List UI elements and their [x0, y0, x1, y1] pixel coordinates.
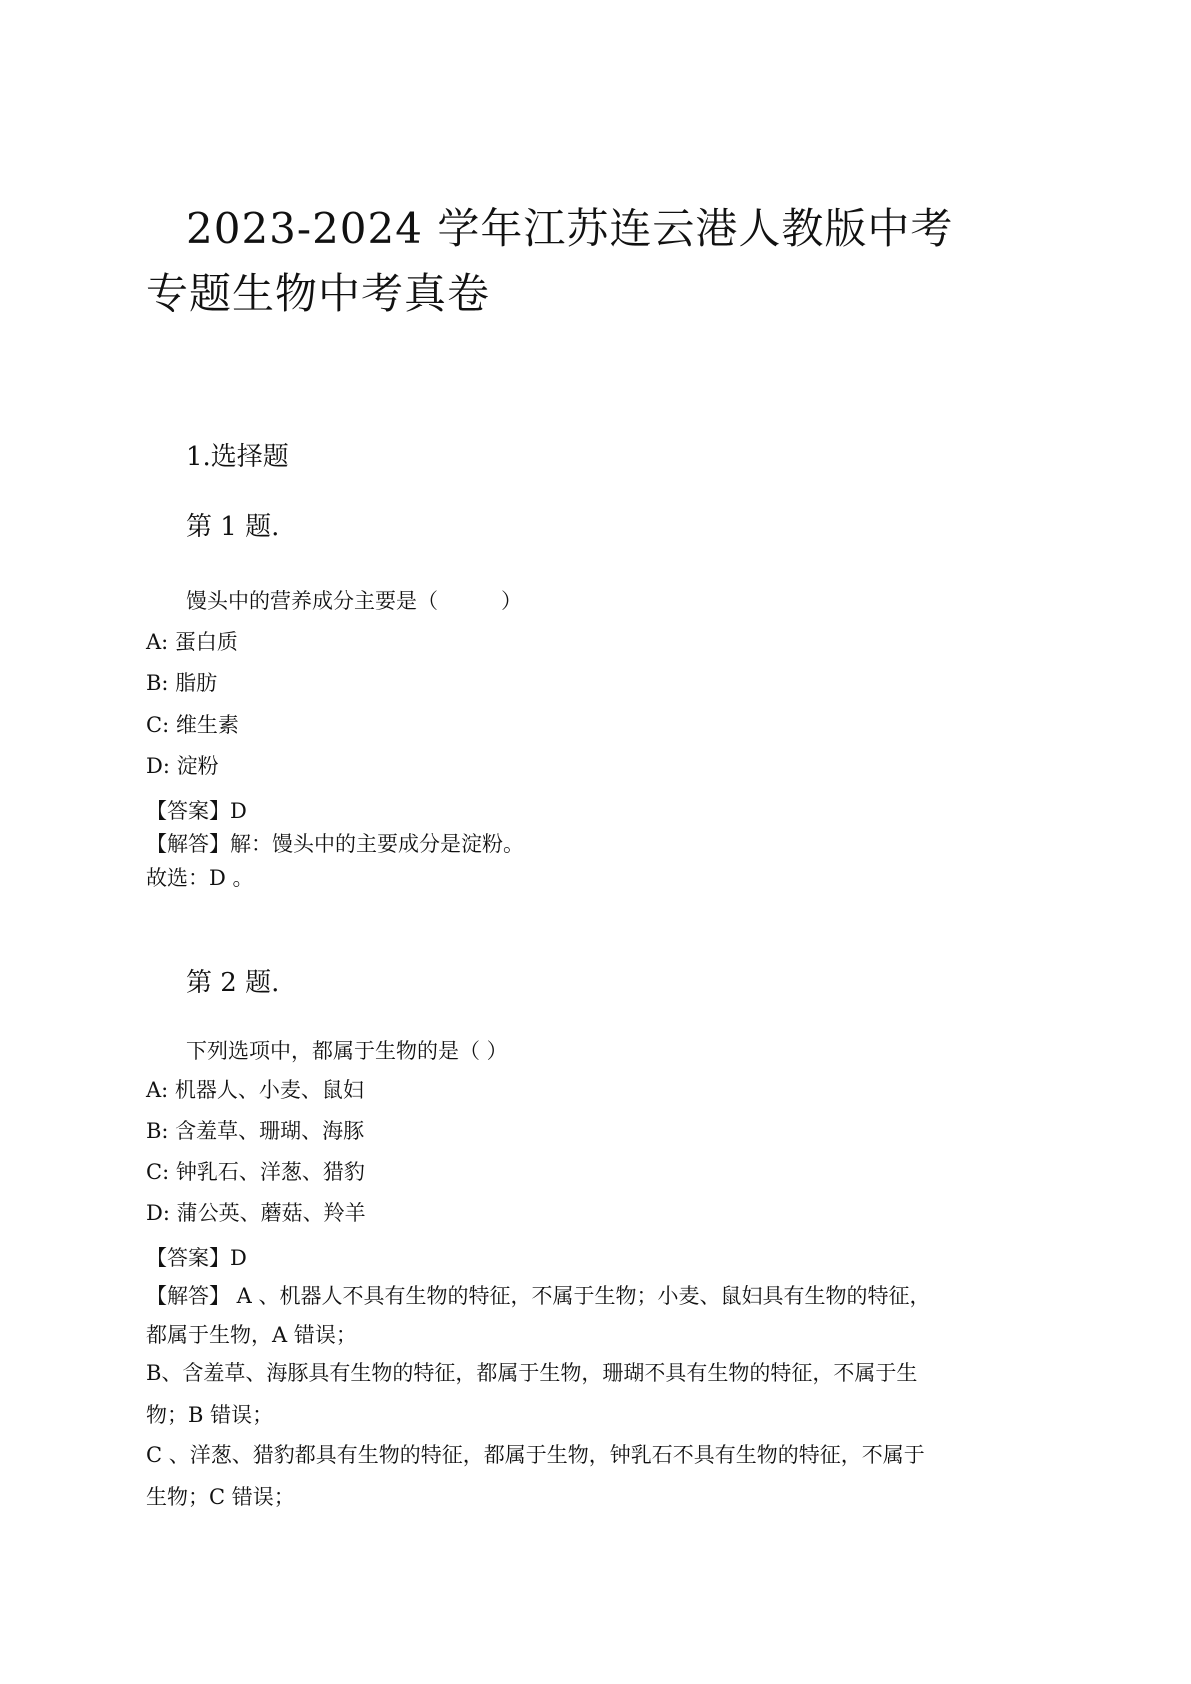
question-2-explanation-line-1: 【解答】 A 、机器人不具有生物的特征，不属于生物；小麦、鼠妇具有生物的特征，	[146, 1284, 931, 1308]
question-2-option-a: A: 机器人、小麦、鼠妇	[146, 1078, 364, 1102]
question-1-number: 第 1 题.	[186, 512, 280, 542]
question-2-number: 第 2 题.	[186, 968, 280, 998]
section-heading: 1.选择题	[186, 442, 289, 472]
question-2-explanation-line-4: 物；B 错误；	[146, 1403, 274, 1427]
question-2-option-b: B: 含羞草、珊瑚、海豚	[146, 1119, 365, 1143]
question-2-explanation-line-6: 生物；C 错误；	[146, 1485, 295, 1509]
question-2-explanation-line-2: 都属于生物，A 错误；	[146, 1323, 357, 1347]
question-1-option-a: A: 蛋白质	[146, 630, 238, 654]
doc-title-line-2: 专题生物中考真卷	[146, 269, 491, 318]
question-2-explanation-line-5: C 、洋葱、猎豹都具有生物的特征，都属于生物，钟乳石不具有生物的特征，不属于	[146, 1443, 925, 1467]
question-2-explanation-line-3: B、含羞草、海豚具有生物的特征，都属于生物，珊瑚不具有生物的特征，不属于生	[146, 1361, 918, 1385]
question-1-option-d: D: 淀粉	[146, 754, 219, 778]
question-1-answer: 【答案】D	[146, 799, 247, 823]
question-1-option-b: B: 脂肪	[146, 671, 218, 695]
question-1-explanation-line-2: 故选：D 。	[146, 866, 254, 890]
question-2-option-c: C: 钟乳石、洋葱、猎豹	[146, 1160, 365, 1184]
doc-title-line-1: 2023-2024 学年江苏连云港人教版中考	[186, 204, 954, 253]
question-1-option-c: C: 维生素	[146, 713, 239, 737]
question-2-answer: 【答案】D	[146, 1246, 247, 1270]
question-1-explanation-line-1: 【解答】解：馒头中的主要成分是淀粉。	[146, 832, 524, 856]
question-2-option-d: D: 蒲公英、蘑菇、羚羊	[146, 1201, 366, 1225]
question-2-stem: 下列选项中，都属于生物的是（ ）	[186, 1039, 508, 1063]
question-1-stem: 馒头中的营养成分主要是（ ）	[186, 589, 522, 613]
